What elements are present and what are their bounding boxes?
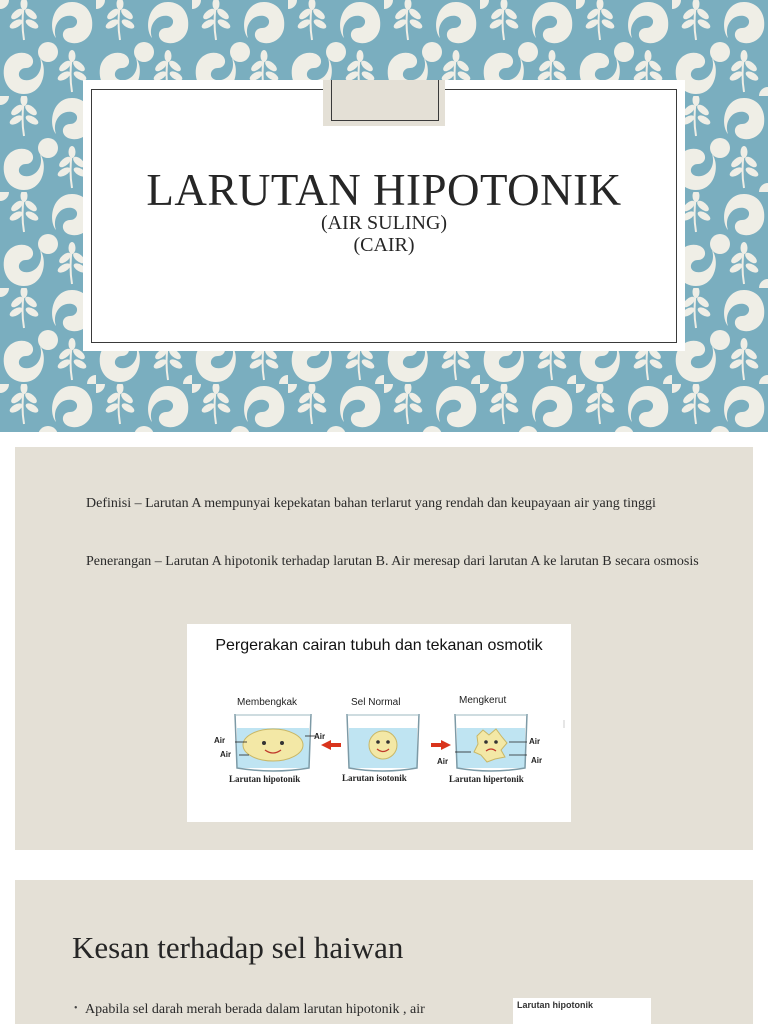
title-card	[83, 80, 685, 351]
slide-heading: Kesan terhadap sel haiwan	[72, 930, 404, 965]
effect-slide	[15, 880, 753, 1024]
slide-subtitle-2: (CAIR)	[353, 234, 415, 256]
tab-frame	[331, 80, 439, 121]
image-label: Larutan hipotonik	[517, 1000, 593, 1010]
air-label: Air	[314, 732, 326, 741]
arrow-left-icon	[321, 740, 341, 750]
caption-hipertonik: Larutan hipertonik	[449, 774, 524, 784]
osmosis-figure	[187, 624, 571, 822]
bullet-text: Apabila sel darah merah berada dalam larutan hipotonik , air	[85, 1002, 425, 1017]
definition-slide	[15, 447, 753, 850]
slide-title: LARUTAN HIPOTONIK	[146, 165, 622, 215]
beaker-hypotonic	[235, 714, 315, 771]
slide-subtitle-1: (AIR SULING)	[320, 212, 448, 234]
label-mengkerut: Mengkerut	[459, 695, 507, 706]
bullet-icon: •	[74, 1003, 78, 1014]
label-membengkak: Membengkak	[237, 697, 298, 708]
air-label: Air	[437, 757, 449, 766]
beakers-illustration	[187, 624, 571, 822]
caption-hipotonik: Larutan hipotonik	[229, 774, 301, 784]
arrow-right-icon	[431, 740, 451, 750]
title-tab-decoration	[323, 80, 445, 126]
air-label: Air	[529, 737, 541, 746]
beaker-isotonic	[347, 714, 419, 771]
beaker-hypertonic	[455, 714, 527, 771]
air-label: Air	[214, 736, 226, 745]
air-label: Air	[531, 756, 543, 765]
title-slide	[0, 0, 768, 432]
label-sel-normal: Sel Normal	[351, 697, 401, 708]
figure-title: Pergerakan cairan tubuh dan tekanan osmotik	[215, 637, 543, 654]
explanation-paragraph: Penerangan – Larutan A hipotonik terhadap larutan B. Air meresap dari larutan A ke larutan B secara osmosis	[86, 554, 699, 569]
definition-paragraph: Definisi – Larutan A mempunyai kepekatan bahan terlarut yang rendah dan keupayaan air yang tinggi	[86, 496, 656, 511]
air-label: Air	[220, 750, 232, 759]
caption-isotonik: Larutan isotonik	[342, 773, 407, 783]
hypotonic-image	[513, 998, 651, 1024]
